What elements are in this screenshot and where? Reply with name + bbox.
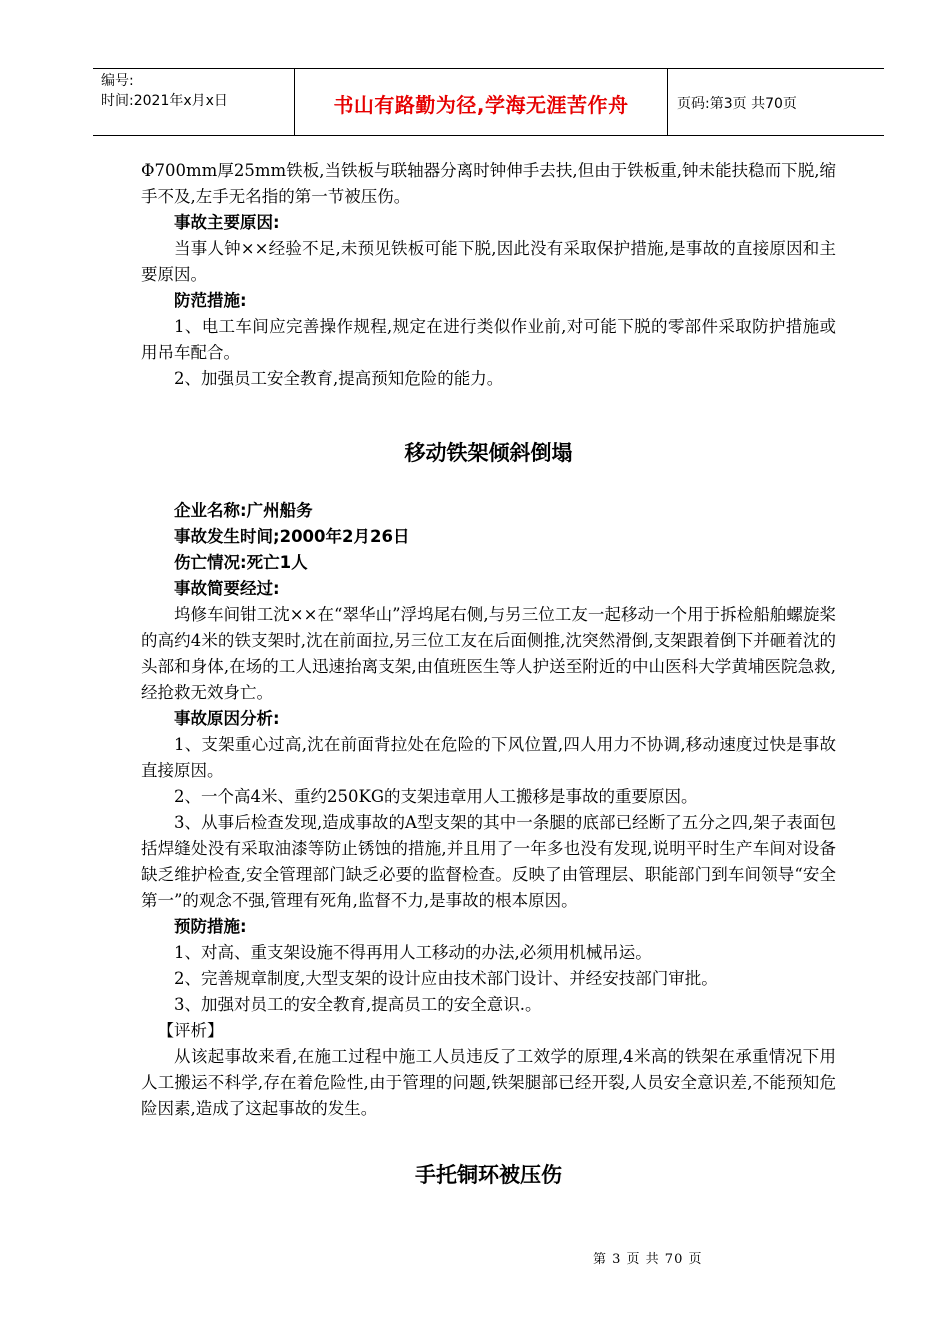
casualty-line: 伤亡情况:死亡1人 — [174, 553, 308, 572]
section-heading: 事故原因分析: — [174, 709, 280, 728]
list-item: 1、对高、重支架设施不得再用人工移动的办法,必须用机械吊运。 — [174, 943, 652, 962]
document-time-label: 时间:2021年x月x日 — [101, 93, 228, 109]
list-item: 1、电工车间应完善操作规程,规定在进行类似作业前,对可能下脱的零部件采取防护措施或用吊车配合。 — [141, 317, 836, 362]
header-page-number: 页码:第3页 共70页 — [677, 96, 797, 112]
header-motto: 书山有路勤为径,学海无涯苦作舟 — [333, 93, 629, 117]
section-heading: 事故简要经过: — [174, 579, 280, 598]
list-item: 3、从事后检查发现,造成事故的A型支架的其中一条腿的底部已经断了五分之四,架子表面包括焊缝处没有采取油漆等防止锈蚀的措施,并且用了一年多也没有发现,说明平时生产车间对设备缺乏维护检查,安全管理部门缺乏必要的监督检查。反映了由管理层、职能部门到车间领导“安全第一”的观念不强,管理有死角,监督不力,是事故的根本原因。 — [141, 813, 836, 910]
section-heading: 防范措施: — [174, 291, 247, 310]
date-line: 事故发生时间;2000年2月26日 — [174, 527, 410, 546]
list-item: 2、完善规章制度,大型支架的设计应由技术部门设计、并经安技部门审批。 — [174, 969, 718, 988]
document-number-label: 编号: — [101, 73, 134, 89]
section-heading: 预防措施: — [174, 917, 247, 936]
header-meta — [101, 71, 293, 111]
article-title: 移动铁架倾斜倒塌 — [404, 441, 573, 465]
page-footer: 第 3 页 共 70 页 — [593, 1252, 703, 1267]
paragraph: 从该起事故来看,在施工过程中施工人员违反了工效学的原理,4米高的铁架在承重情况下用人工搬运不科学,存在着危险性,由于管理的问题,铁架腿部已经开裂,人员安全意识差,不能预知危险因素,造成了这起事故的发生。 — [141, 1047, 836, 1118]
paragraph: 坞修车间钳工沈××在“翠华山”浮坞尾右侧,与另三位工友一起移动一个用于拆检船舶螺旋桨的高约4米的铁支架时,沈在前面拉,另三位工友在后面侧推,沈突然滑倒,支架跟着倒下并砸着沈的头部和身体,在场的工人迅速抬离支架,由值班医生等人护送至附近的中山医科大学黄埔医院急救,经抢救无效身亡。 — [141, 605, 836, 702]
comment-label: 【评析】 — [157, 1021, 224, 1040]
list-item: 2、加强员工安全教育,提高预知危险的能力。 — [174, 369, 504, 388]
list-item: 1、支架重心过高,沈在前面背拉处在危险的下风位置,四人用力不协调,移动速度过快是事故直接原因。 — [141, 735, 836, 780]
paragraph: Φ700mm厚25mm铁板,当铁板与联轴器分离时钟伸手去扶,但由于铁板重,钟未能扶稳而下脱,缩手不及,左手无名指的第一节被压伤。 — [141, 161, 836, 206]
company-line: 企业名称:广州船务 — [174, 501, 313, 520]
article-title: 手托铜环被压伤 — [415, 1163, 562, 1187]
list-item: 3、加强对员工的安全教育,提高员工的安全意识.。 — [174, 995, 542, 1014]
paragraph: 当事人钟××经验不足,未预见铁板可能下脱,因此没有采取保护措施,是事故的直接原因和主要原因。 — [141, 239, 836, 284]
list-item: 2、一个高4米、重约250KG的支架违章用人工搬移是事故的重要原因。 — [174, 787, 698, 806]
section-heading: 事故主要原因: — [174, 213, 280, 232]
page-header — [93, 68, 884, 136]
document-body — [141, 158, 836, 1188]
header-divider — [667, 69, 668, 135]
